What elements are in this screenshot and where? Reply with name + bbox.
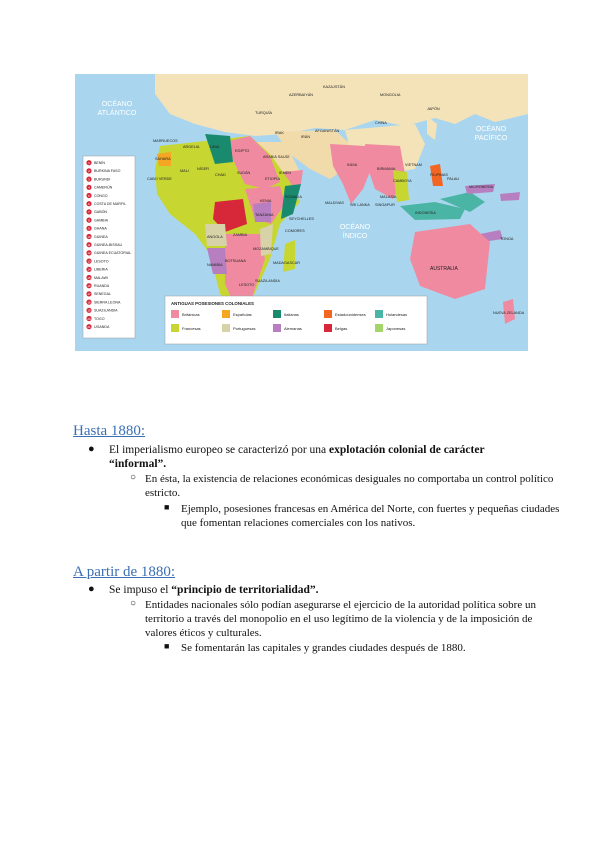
legend-number: 11: [87, 243, 91, 247]
bold-run: explotación colonial de carácter: [329, 444, 485, 456]
bullet-text: [109, 583, 569, 597]
legend-number: 2: [88, 169, 90, 174]
country-label: IEMEN: [279, 171, 292, 175]
legend-country-name: RUANDA: [94, 284, 110, 288]
legend-label: Portuguesas: [233, 326, 256, 331]
legend-number: 20: [87, 316, 91, 321]
country-label: ETIOPÍA: [265, 177, 280, 181]
legend-country-name: LIBERIA: [94, 267, 108, 272]
country-label: INDIA: [347, 163, 358, 167]
ocean-atlantic-label: OCÉANO: [101, 101, 133, 108]
country-label: KAZAJSTÁN: [323, 85, 345, 89]
legend-country-name: SUAZILANDIA: [94, 308, 118, 313]
country-label: AZERBAIYÁN: [289, 93, 314, 97]
country-label: BOTSUANA: [225, 259, 246, 263]
legend-swatch: [375, 310, 383, 318]
legend-number: 10: [87, 234, 91, 239]
country-label: COMORES: [285, 229, 305, 233]
country-label: IRÁN: [301, 135, 311, 139]
bullet-circle-icon: ○: [130, 472, 137, 483]
legend-country-name: TOGO: [94, 316, 105, 321]
sub-sub-bullet-text: [181, 641, 581, 655]
country-label: SRI LANKA: [350, 203, 370, 207]
ocean-pacific-label: OCÉANO: [475, 126, 507, 133]
legend-number: 19: [87, 308, 91, 313]
country-label: NAMIBIA: [207, 263, 223, 267]
legend-swatch: [222, 310, 230, 318]
legend-country-name: GHANA: [94, 226, 107, 231]
bullet-square-icon: ■: [164, 502, 170, 512]
country-label: MARRUECOS: [153, 139, 178, 143]
country-label: SUDÁN: [237, 171, 251, 175]
legend-label: Españolas: [233, 312, 252, 317]
country-label: AUSTRALIA: [430, 266, 458, 272]
legend-number: 5: [88, 193, 90, 198]
country-label: MALASIA: [380, 195, 397, 199]
legend-label: Británicas: [182, 312, 200, 317]
legend-swatch: [171, 310, 179, 318]
legend-number: 16: [87, 284, 91, 288]
country-label: LESOTO: [239, 283, 255, 287]
legend-number: 1: [88, 161, 90, 165]
country-label: JAPÓN: [427, 107, 440, 111]
legend-number: 12: [87, 251, 91, 256]
text-run: Entidades nacionales sólo podían asegurarse el ejercicio de la autoridad política sobre un: [145, 599, 536, 611]
text-run: territorio a través del monopolio en el uso legítimo de la violencia y de la imposición de: [145, 613, 533, 625]
country-label: VIETNAM: [405, 163, 422, 167]
legend-swatch: [375, 324, 383, 332]
legend-country-name: GABÓN: [94, 210, 107, 215]
legend-label: Francesas: [182, 326, 201, 331]
bullet-dot-icon: ●: [88, 583, 95, 595]
legend-country-name: BURUNDI: [94, 177, 111, 182]
legend-label: Italianas: [284, 312, 299, 317]
text-run: que fomentan relaciones comerciales con los nativos.: [181, 517, 416, 529]
country-label: SOMALIA: [285, 195, 302, 199]
bullet-square-icon: ■: [164, 641, 170, 651]
legend-country-name: BENÍN: [94, 161, 105, 165]
text-run: En ésta, la existencia de relaciones económicas desiguales no comportaba un control político: [145, 473, 554, 485]
text-run: estricto.: [145, 487, 181, 499]
legend-swatch: [273, 324, 281, 332]
country-label: TANZANIA: [255, 213, 274, 217]
legend-country-name: SIERRA LEONA: [94, 300, 121, 305]
bold-run: “principio de territorialidad”.: [171, 584, 319, 596]
country-label: LIBIA: [210, 145, 220, 149]
country-label: ANGOLA: [207, 235, 223, 239]
legend-number: 3: [88, 177, 90, 182]
legend-swatch: [324, 310, 332, 318]
colonial-map-image: [75, 74, 528, 351]
country-label: CHINA: [375, 121, 387, 125]
country-label: CABO VERDE: [147, 177, 172, 181]
legend-number: 8: [88, 218, 90, 223]
legend-number: 17: [87, 292, 91, 297]
legend-number: 6: [88, 202, 90, 206]
ocean-pacific-label-2: PACÍFICO: [474, 135, 508, 142]
legend-country-name: GUINEA-BISSAU: [94, 243, 123, 247]
text-run: Ejemplo, posesiones francesas en América del Norte, con fuertes y pequeñas ciudades: [181, 503, 560, 515]
country-label: SUAZILANDIA: [255, 279, 280, 283]
legend-number: 18: [87, 300, 91, 305]
text-run: valores éticos y culturales.: [145, 627, 262, 639]
text-run: Se impuso el: [109, 584, 172, 596]
country-label: SINGAPUR: [375, 203, 395, 207]
country-label: SÁHARA: [155, 157, 171, 161]
sub-bullet-text: [145, 598, 585, 640]
legend-label: Holandesas: [386, 312, 408, 317]
ocean-atlantic-label-2: ATLÁNTICO: [97, 110, 137, 117]
legend-number: 7: [88, 210, 90, 215]
legend-country-name: BURKINA FASO: [94, 169, 121, 174]
legend-label: Japonesas: [386, 326, 406, 331]
legend-country-name: CAMERÚN: [94, 185, 113, 190]
ocean-indian-label: OCÉANO: [339, 224, 371, 231]
country-label: TURQUÍA: [255, 111, 273, 115]
legend-label: Belgas: [335, 326, 348, 331]
sub-sub-bullet-text: [181, 502, 581, 530]
legend-country-name: CONGO: [94, 193, 108, 198]
legend-number: 15: [87, 275, 91, 280]
legend-swatch: [222, 324, 230, 332]
country-label: BIRMANIA: [377, 167, 396, 171]
legend-label: Alemanas: [284, 326, 302, 331]
bold-run: “informal”.: [109, 458, 167, 470]
legend-number: 21: [87, 325, 91, 329]
country-label: NUEVA ZELANDA: [493, 311, 525, 315]
legend-country-name: LESOTO: [94, 259, 109, 264]
legend-country-name: GUINEA ECUATORIAL: [94, 251, 132, 256]
legend-country-name: SENEGAL: [94, 292, 111, 297]
legend-swatch: [324, 324, 332, 332]
legend-swatch: [171, 324, 179, 332]
country-label: CAMBOYA: [393, 179, 412, 183]
legend-number: 9: [88, 226, 90, 231]
legend-country-name: GAMBIA: [94, 218, 108, 223]
legend-number: 14: [87, 267, 91, 272]
country-label: MALDIVAS: [325, 201, 344, 205]
country-label: FILIPINAS: [430, 173, 448, 177]
country-label: TONGA: [500, 237, 514, 241]
legend-country-name: MALAWI: [94, 275, 109, 280]
country-label: EGIPTO: [235, 149, 250, 153]
text-run: El imperialismo europeo se caracterizó por una: [109, 444, 330, 456]
bullet-text: [109, 443, 569, 471]
country-label: CHAD: [215, 173, 226, 177]
country-label: MICRONESIA: [469, 185, 494, 189]
country-label: MOZAMBIQUE: [253, 247, 279, 251]
country-label: MONGOLIA: [380, 93, 401, 97]
country-label: INDONESIA: [415, 211, 436, 215]
country-label: MADAGASCAR: [273, 261, 301, 265]
country-label: NÍGER: [197, 167, 210, 171]
country-label: SEYCHELLES: [289, 217, 314, 221]
country-label: IRAK: [275, 131, 284, 135]
bullet-dot-icon: ●: [88, 443, 95, 455]
section-heading-hasta-1880: Hasta 1880:: [73, 423, 146, 439]
country-label: ARGELIA: [183, 145, 200, 149]
legend-title: ANTIGUAS POSESIONES COLONIALES: [171, 301, 254, 306]
legend-label: Estadounidenses: [335, 312, 366, 317]
country-label: PALAU: [447, 177, 460, 181]
legend-country-name: UGANDA: [94, 325, 110, 329]
country-label: AFGANISTÁN: [315, 129, 340, 133]
ocean-indian-label-2: ÍNDICO: [342, 233, 368, 240]
country-label: ZAMBIA: [233, 233, 248, 237]
legend-swatch: [273, 310, 281, 318]
sub-bullet-text: [145, 472, 585, 500]
legend-country-name: GUINEA: [94, 234, 108, 239]
country-label: KENIA: [260, 199, 272, 203]
bullet-circle-icon: ○: [130, 598, 137, 609]
legend-number: 4: [88, 185, 90, 190]
section-heading-a-partir-1880: A partir de 1880:: [73, 564, 176, 580]
legend-country-name: COSTA DE MARFIL: [94, 202, 127, 206]
country-label: ARABIA SAUDÍ: [263, 155, 290, 159]
text-run: Se fomentarán las capitales y grandes ciudades después de 1880.: [181, 642, 466, 654]
legend-number: 13: [87, 259, 91, 264]
country-label: MALI: [180, 169, 189, 173]
